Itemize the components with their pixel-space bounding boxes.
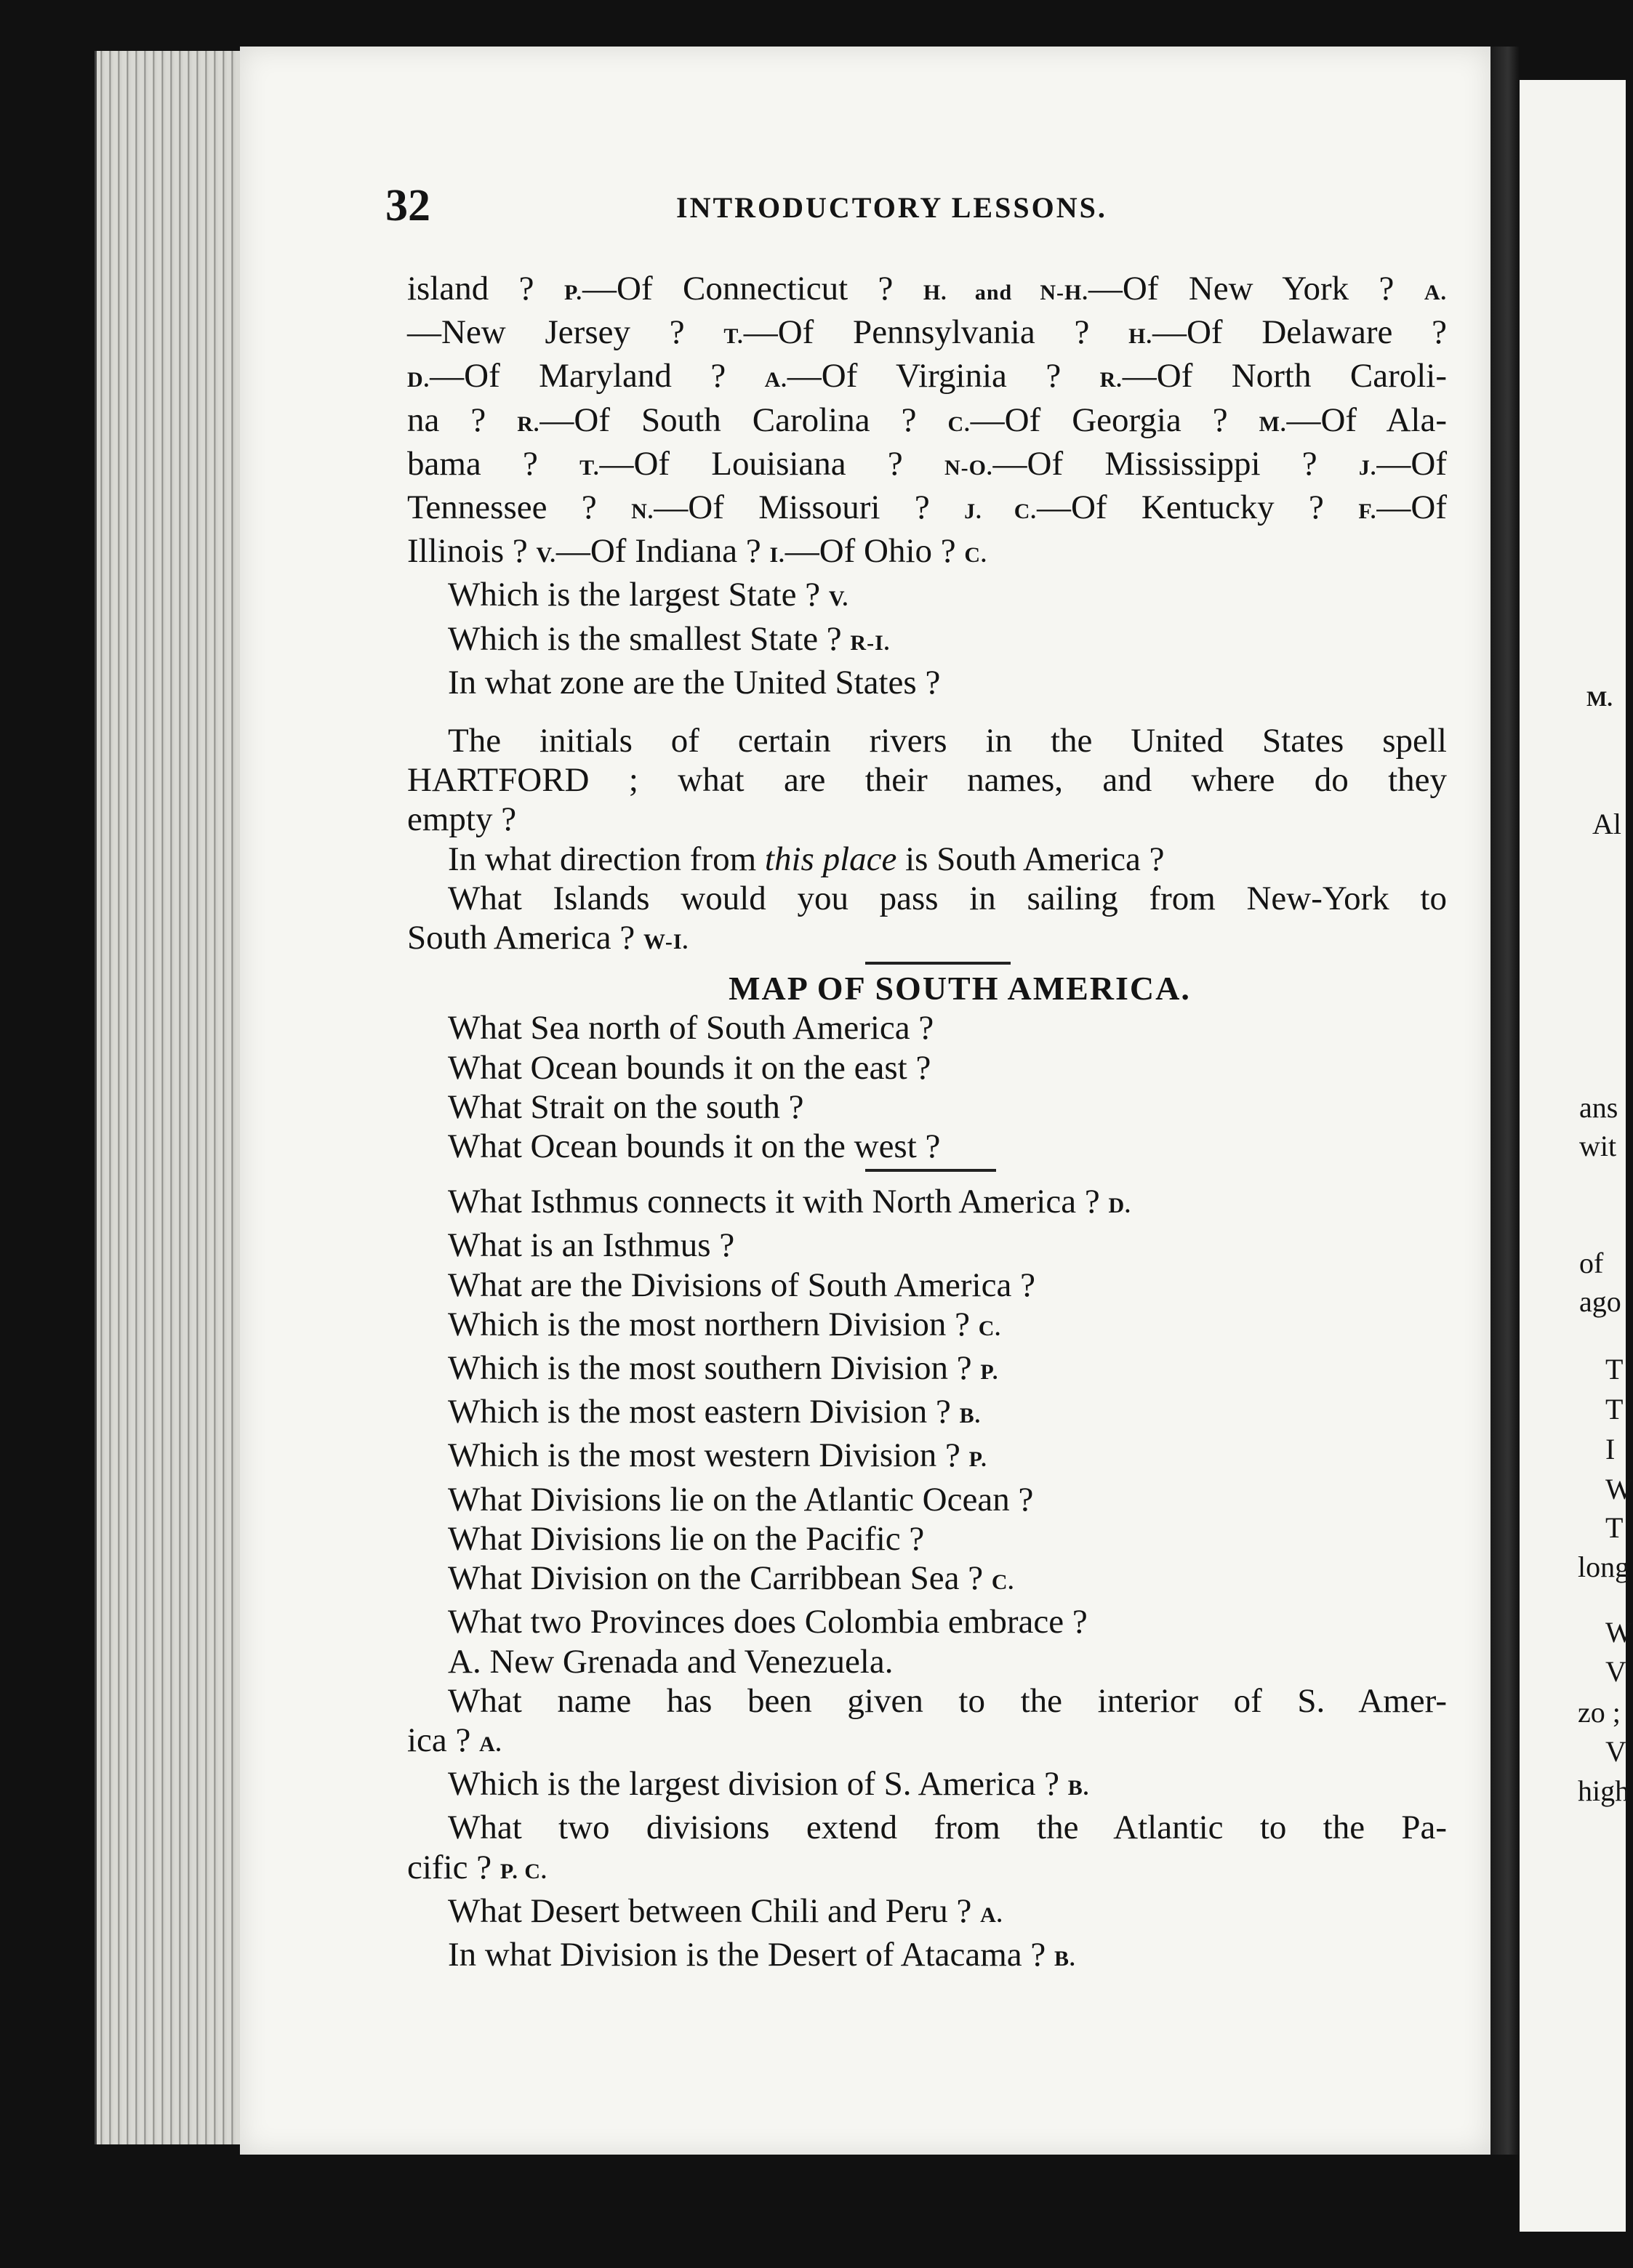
facing-page-fragment: ago [1579,1285,1621,1318]
facing-page-fragment: T [1605,1393,1624,1425]
facing-page-edge [1520,80,1633,2232]
text-line: What Islands would you pass in sailing from New-York to [448,879,1447,917]
facing-page-fragment: I [1605,1433,1616,1465]
page-edges [95,51,257,2144]
question-line: What Divisions lie on the Atlantic Ocean ? [448,1480,1034,1519]
question-line: What Division on the Carribbean Sea ? C. [448,1559,1015,1598]
question-line: What Sea north of South America ? [448,1009,934,1047]
section-heading: MAP OF SOUTH AMERICA. [729,970,1191,1008]
question-line: What Strait on the south ? [448,1087,804,1126]
facing-page-fragment: zo ; [1578,1696,1621,1729]
facing-page-fragment: of [1579,1247,1604,1279]
question-line: Which is the largest division of S. America ? B. [448,1765,1090,1803]
question-line: What two divisions extend from the Atlantic to the Pa- [448,1809,1447,1847]
question-line: Which is the most western Division ? P. [448,1436,987,1475]
text-line: empty ? [407,800,517,839]
question-line: What Divisions lie on the Pacific ? [448,1519,925,1558]
question-line: Which is the most northern Division ? C. [448,1305,1001,1343]
answer-line: A. New Grenada and Venezuela. [448,1642,894,1681]
book-gutter [1490,47,1520,2155]
facing-page-fragment: long [1578,1551,1630,1583]
facing-page-fragment: V [1605,1735,1626,1768]
question-line: Which is the most eastern Division ? B. [448,1393,982,1431]
text-line: HARTFORD ; what are their names, and where do they [407,761,1447,800]
text-line: The initials of certain rivers in the United States spell [448,722,1447,760]
facing-page-fragment: W [1605,1473,1633,1505]
question-line: What Ocean bounds it on the west ? [448,1127,941,1166]
question-line: In what zone are the United States ? [448,663,941,701]
paragraph-gap [407,702,1447,721]
facing-page-fragment: V [1605,1655,1626,1688]
text-line: na ? R.—Of South Carolina ? C.—Of Georgia ? M.—Of Ala- [407,401,1447,439]
text-line: ica ? A. [407,1721,502,1759]
text-line: South America ? W-I. [407,919,689,957]
question-line: In what Division is the Desert of Atacama ? B. [448,1935,1076,1974]
question-line: Which is the most southern Division ? P. [448,1349,999,1388]
text-line: cific ? P. C. [407,1848,547,1886]
text-line: —New Jersey ? T.—Of Pennsylvania ? H.—Of Delaware ? [407,313,1447,352]
text-line: D.—Of Maryland ? A.—Of Virginia ? R.—Of North Caroli- [407,357,1447,395]
question-line: What two Provinces does Colombia embrace ? [448,1603,1088,1641]
running-head: INTRODUCTORY LESSONS. [676,191,1107,224]
facing-page-fragment: ans [1579,1091,1618,1124]
facing-page-fragment: Al [1592,808,1621,840]
page-header [385,180,1447,231]
heading-rule [865,962,1011,965]
facing-page-fragment: wit [1579,1130,1617,1162]
facing-page-fragment: M. [1586,687,1613,711]
facing-page-fragment: T [1605,1353,1624,1386]
facing-page-fragment: high [1578,1774,1630,1807]
question-line: What are the Divisions of South America ? [448,1266,1035,1304]
facing-page-fragment: W [1605,1616,1633,1649]
question-line: Which is the largest State ? V. [448,576,849,614]
question-line: What Desert between Chili and Peru ? A. [448,1891,1003,1930]
question-line: What name has been given to the interior of S. Amer- [448,1681,1447,1720]
question-line: What Isthmus connects it with North America ? D. [448,1183,1131,1221]
question-line: Which is the smallest State ? R-I. [448,619,891,658]
text-line: island ? P.—Of Connecticut ? H. and N-H.—Of New York ? A. [407,270,1447,307]
text-line: bama ? T.—Of Louisiana ? N-O.—Of Mississippi ? J.—Of [407,444,1448,483]
page-body [407,269,1447,1979]
text-line: Illinois ? V.—Of Indiana ? I.—Of Ohio ? C. [407,532,987,571]
question-line: What is an Isthmus ? [448,1226,735,1265]
text-line: Tennessee ? N.—Of Missouri ? J. C.—Of Kentucky ? F.—Of [407,488,1447,527]
page-number: 32 [385,181,430,230]
section-rule [865,1169,996,1172]
question-line: In what direction from this place is South America ? [448,840,1165,878]
question-line: What Ocean bounds it on the east ? [448,1048,931,1087]
facing-page-fragment: T [1605,1511,1624,1544]
